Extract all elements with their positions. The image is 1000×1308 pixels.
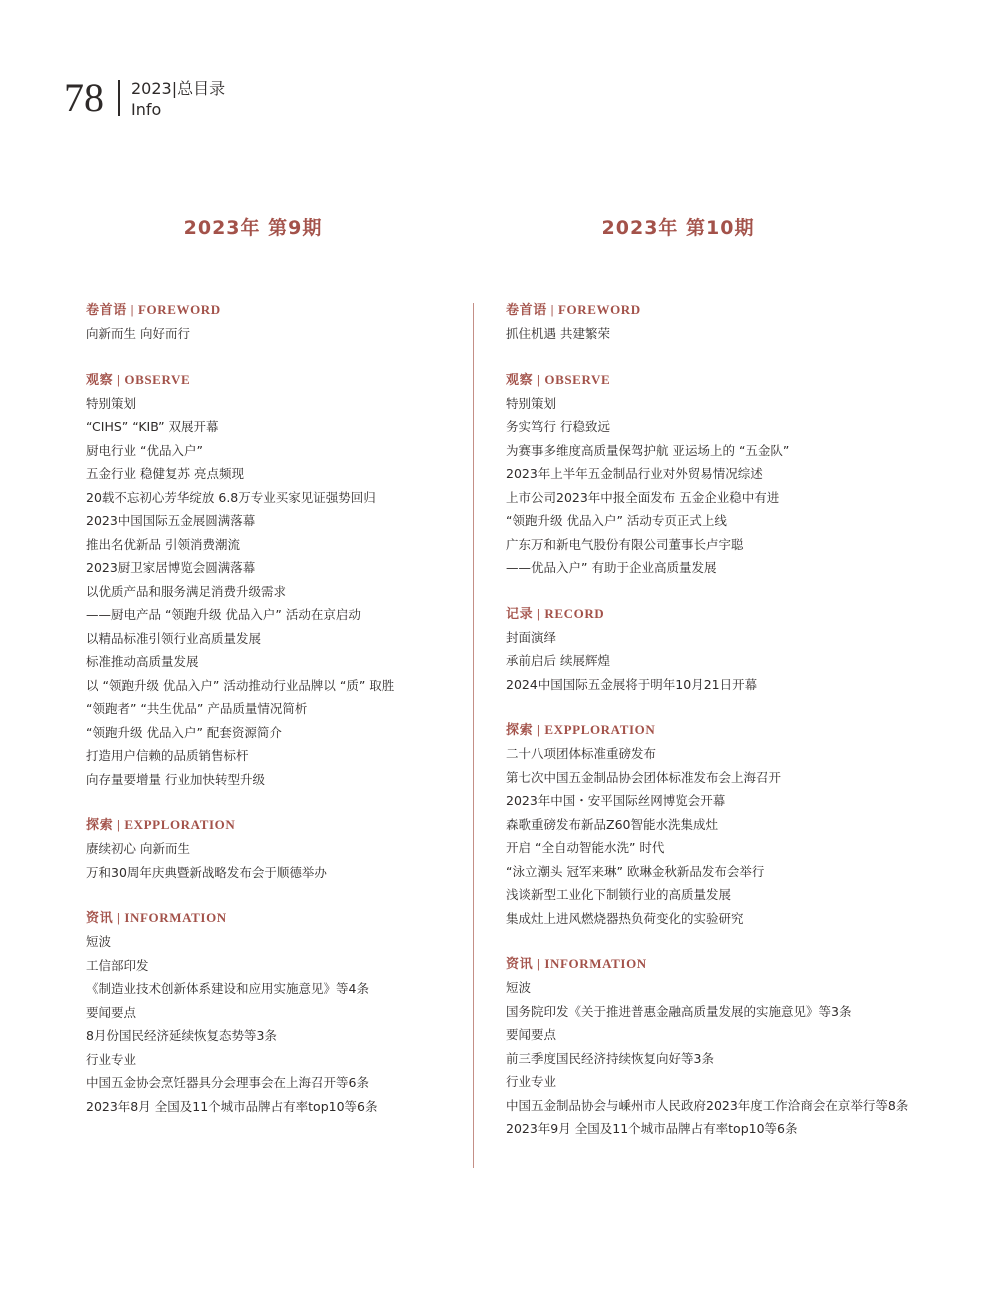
- toc-entry: 特别策划: [506, 395, 557, 411]
- issue-title-left: 2023年 第9期: [183, 217, 323, 239]
- toc-entry: 前三季度国民经济持续恢复向好等3条: [506, 1050, 714, 1066]
- toc-entry: 2023年9月 全国及11个城市品牌占有率top10等6条: [506, 1121, 798, 1136]
- toc-entry: 20载不忘初心芳华绽放 6.8万专业买家见证强势回归: [86, 489, 376, 505]
- toc-entry: “泳立潮头 冠军来琳” 欧琳金秋新品发布会举行: [506, 863, 765, 879]
- toc-entry: 赓续初心 向新而生: [86, 841, 190, 856]
- section-heading: 卷首语 | FOREWORD: [506, 302, 641, 317]
- column-divider: [473, 303, 474, 1168]
- toc-entry: 2023年上半年五金制品行业对外贸易情况综述: [506, 466, 763, 481]
- toc-entry: “CIHS” “KIB” 双展开幕: [86, 419, 219, 434]
- toc-entry: 2023年8月 全国及11个城市品牌占有率top10等6条: [86, 1098, 378, 1114]
- toc-entry: “领跑升级 优品入户” 活动专页正式上线: [506, 513, 727, 528]
- toc-entry: 务实笃行 行稳致远: [506, 419, 610, 434]
- toc-entry: 集成灶上进风燃烧器热负荷变化的实验研究: [506, 910, 744, 926]
- toc-entry: 向存量要增量 行业加快转型升级: [86, 771, 265, 787]
- toc-entry: 推出名优新品 引领消费潮流: [86, 536, 240, 552]
- toc-entry: 打造用户信赖的品质销售标杆: [86, 748, 249, 763]
- toc-entry: ——厨电产品 “领跑升级 优品入户” 活动在京启动: [86, 607, 361, 622]
- toc-entry: 开启 “全自动智能水洗” 时代: [506, 840, 665, 855]
- issue-title-right: 2023年 第10期: [601, 217, 755, 239]
- toc-entry: ——优品入户” 有助于企业高质量发展: [506, 560, 717, 575]
- toc-entry: “领跑者” “共生优品” 产品质量情况简析: [86, 701, 308, 716]
- toc-column-right: [506, 300, 908, 1165]
- toc-entry: 中国五金协会烹饪器具分会理事会在上海召开等6条: [86, 1075, 369, 1090]
- toc-entry: 厨电行业 “优品入户”: [86, 442, 203, 458]
- header-divider: [118, 80, 120, 116]
- toc-entry: 以优质产品和服务满足消费升级需求: [86, 583, 287, 599]
- toc-entry: 五金行业 稳健复苏 亮点频现: [86, 466, 244, 481]
- toc-entry: 2023年中国・安平国际丝网博览会开幕: [506, 793, 726, 808]
- toc-section: [506, 300, 908, 346]
- toc-entry: 《制造业技术创新体系建设和应用实施意见》等4条: [86, 981, 369, 996]
- section-heading: 观察 | OBSERVE: [506, 371, 611, 387]
- toc-entry: 二十八项团体标准重磅发布: [506, 746, 657, 761]
- toc-section: [86, 908, 394, 1118]
- toc-entry: 以精品标准引领行业高质量发展: [86, 630, 262, 646]
- toc-entry: 森歌重磅发布新品Z60智能水洗集成灶: [506, 816, 718, 832]
- toc-entry: 短波: [506, 980, 532, 995]
- section-heading: 探索 | EXPPLORATION: [86, 817, 236, 832]
- toc-entry: 向新而生 向好而行: [86, 326, 190, 341]
- section-heading: 资讯 | INFORMATION: [86, 910, 227, 925]
- header-title: 2023|总目录: [131, 79, 226, 98]
- toc-entry: 万和30周年庆典暨新战略发布会于顺德举办: [86, 864, 327, 880]
- toc-entry: 要闻要点: [86, 1004, 137, 1020]
- toc-entry: 广东万和新电气股份有限公司董事长卢宇聪: [506, 536, 744, 552]
- section-heading: 记录 | RECORD: [506, 605, 605, 621]
- toc-section: [86, 370, 394, 792]
- toc-section: [506, 604, 908, 697]
- toc-entry: 封面演绎: [506, 629, 557, 645]
- toc-entry: 特别策划: [86, 395, 137, 411]
- toc-entry: 为赛事多维度高质量保驾护航 亚运场上的 “五金队”: [506, 442, 790, 458]
- section-heading: 资讯 | INFORMATION: [506, 956, 647, 971]
- toc-section: [506, 370, 908, 580]
- header-subtitle: Info: [131, 100, 162, 119]
- toc-entry: 承前启后 续展辉煌: [506, 653, 610, 668]
- toc-section: [506, 954, 908, 1141]
- toc-entry: 工信部印发: [86, 957, 149, 973]
- toc-entry: 标准推动高质量发展: [86, 654, 199, 669]
- toc-entry: 2024中国国际五金展将于明年10月21日开幕: [506, 676, 758, 692]
- toc-entry: 要闻要点: [506, 1027, 557, 1042]
- section-heading: 卷首语 | FOREWORD: [86, 302, 221, 317]
- toc-entry: 国务院印发《关于推进普惠金融高质量发展的实施意见》等3条: [506, 1003, 852, 1019]
- toc-entry: 中国五金制品协会与嵊州市人民政府2023年度工作洽商会在京举行等8条: [506, 1097, 909, 1113]
- toc-section: [86, 815, 394, 884]
- toc-entry: 行业专业: [506, 1074, 557, 1089]
- toc-entry: 行业专业: [86, 1051, 137, 1067]
- toc-entry: 上市公司2023年中报全面发布 五金企业稳中有进: [506, 489, 780, 505]
- toc-entry: 浅谈新型工业化下制锁行业的高质量发展: [506, 887, 732, 902]
- toc-entry: “领跑升级 优品入户” 配套资源简介: [86, 724, 282, 740]
- toc-entry: 短波: [86, 934, 112, 949]
- toc-entry: 抓住机遇 共建繁荣: [506, 326, 610, 341]
- toc-column-left: [86, 300, 394, 1142]
- toc-entry: 8月份国民经济延续恢复态势等3条: [86, 1028, 277, 1043]
- section-heading: 探索 | EXPPLORATION: [506, 722, 656, 737]
- toc-entry: 以 “领跑升级 优品入户” 活动推动行业品牌以 “质” 取胜: [86, 677, 395, 693]
- toc-section: [506, 720, 908, 930]
- toc-entry: 2023厨卫家居博览会圆满落幕: [86, 560, 256, 575]
- page-number: 78: [64, 75, 104, 120]
- toc-entry: 第七次中国五金制品协会团体标准发布会上海召开: [506, 769, 782, 785]
- section-heading: 观察 | OBSERVE: [86, 371, 191, 387]
- toc-section: [86, 300, 394, 346]
- toc-entry: 2023中国国际五金展圆满落幕: [86, 513, 256, 528]
